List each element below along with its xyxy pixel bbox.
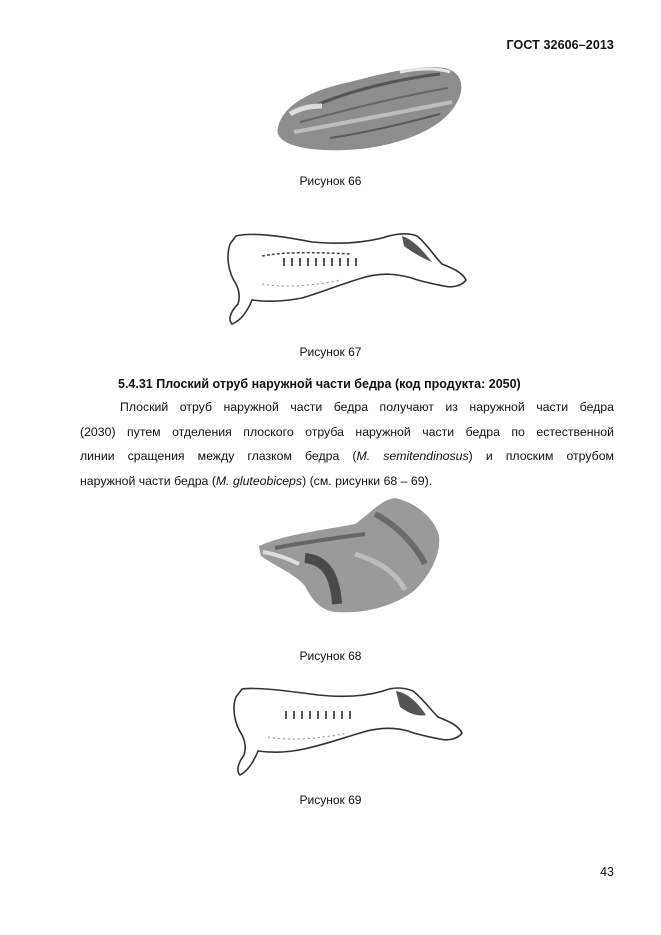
latin-muscle-name: M. semitendinosus bbox=[356, 449, 469, 463]
paragraph-text: ) и плоским отрубом bbox=[468, 449, 614, 463]
figure-67-carcass-diagram bbox=[222, 228, 472, 328]
figure-69-carcass-diagram bbox=[228, 683, 468, 778]
paragraph-text: линии сращения между глазком бедра ( bbox=[80, 449, 357, 463]
paragraph-line: (2030) путем отделения плоского отруба наружной части бедра по естественной bbox=[80, 424, 614, 439]
paragraph-text: ) (см. рисунки 68 – 69). bbox=[302, 473, 433, 488]
document-header: ГОСТ 32606–2013 bbox=[506, 38, 614, 52]
figure-66-meat-cut-image bbox=[270, 58, 470, 158]
section-paragraph bbox=[80, 395, 614, 493]
section-title: 5.4.31 Плоский отруб наружной части бедра (код продукта: 2050) bbox=[118, 377, 521, 391]
figure-68-meat-cut-image bbox=[255, 494, 445, 619]
paragraph-line bbox=[80, 469, 614, 494]
figure-69-caption: Рисунок 69 bbox=[299, 793, 362, 807]
figure-67-caption: Рисунок 67 bbox=[299, 345, 362, 359]
figure-68-caption: Рисунок 68 bbox=[299, 649, 362, 663]
paragraph-line bbox=[80, 444, 614, 469]
figure-66-caption: Рисунок 66 bbox=[299, 174, 362, 188]
paragraph-text: наружной части бедра ( bbox=[80, 473, 216, 488]
page-number: 43 bbox=[600, 865, 614, 879]
latin-muscle-name: M. gluteobiceps bbox=[215, 473, 303, 488]
paragraph-line: Плоский отруб наружной части бедра получают из наружной части бедра bbox=[120, 400, 614, 414]
